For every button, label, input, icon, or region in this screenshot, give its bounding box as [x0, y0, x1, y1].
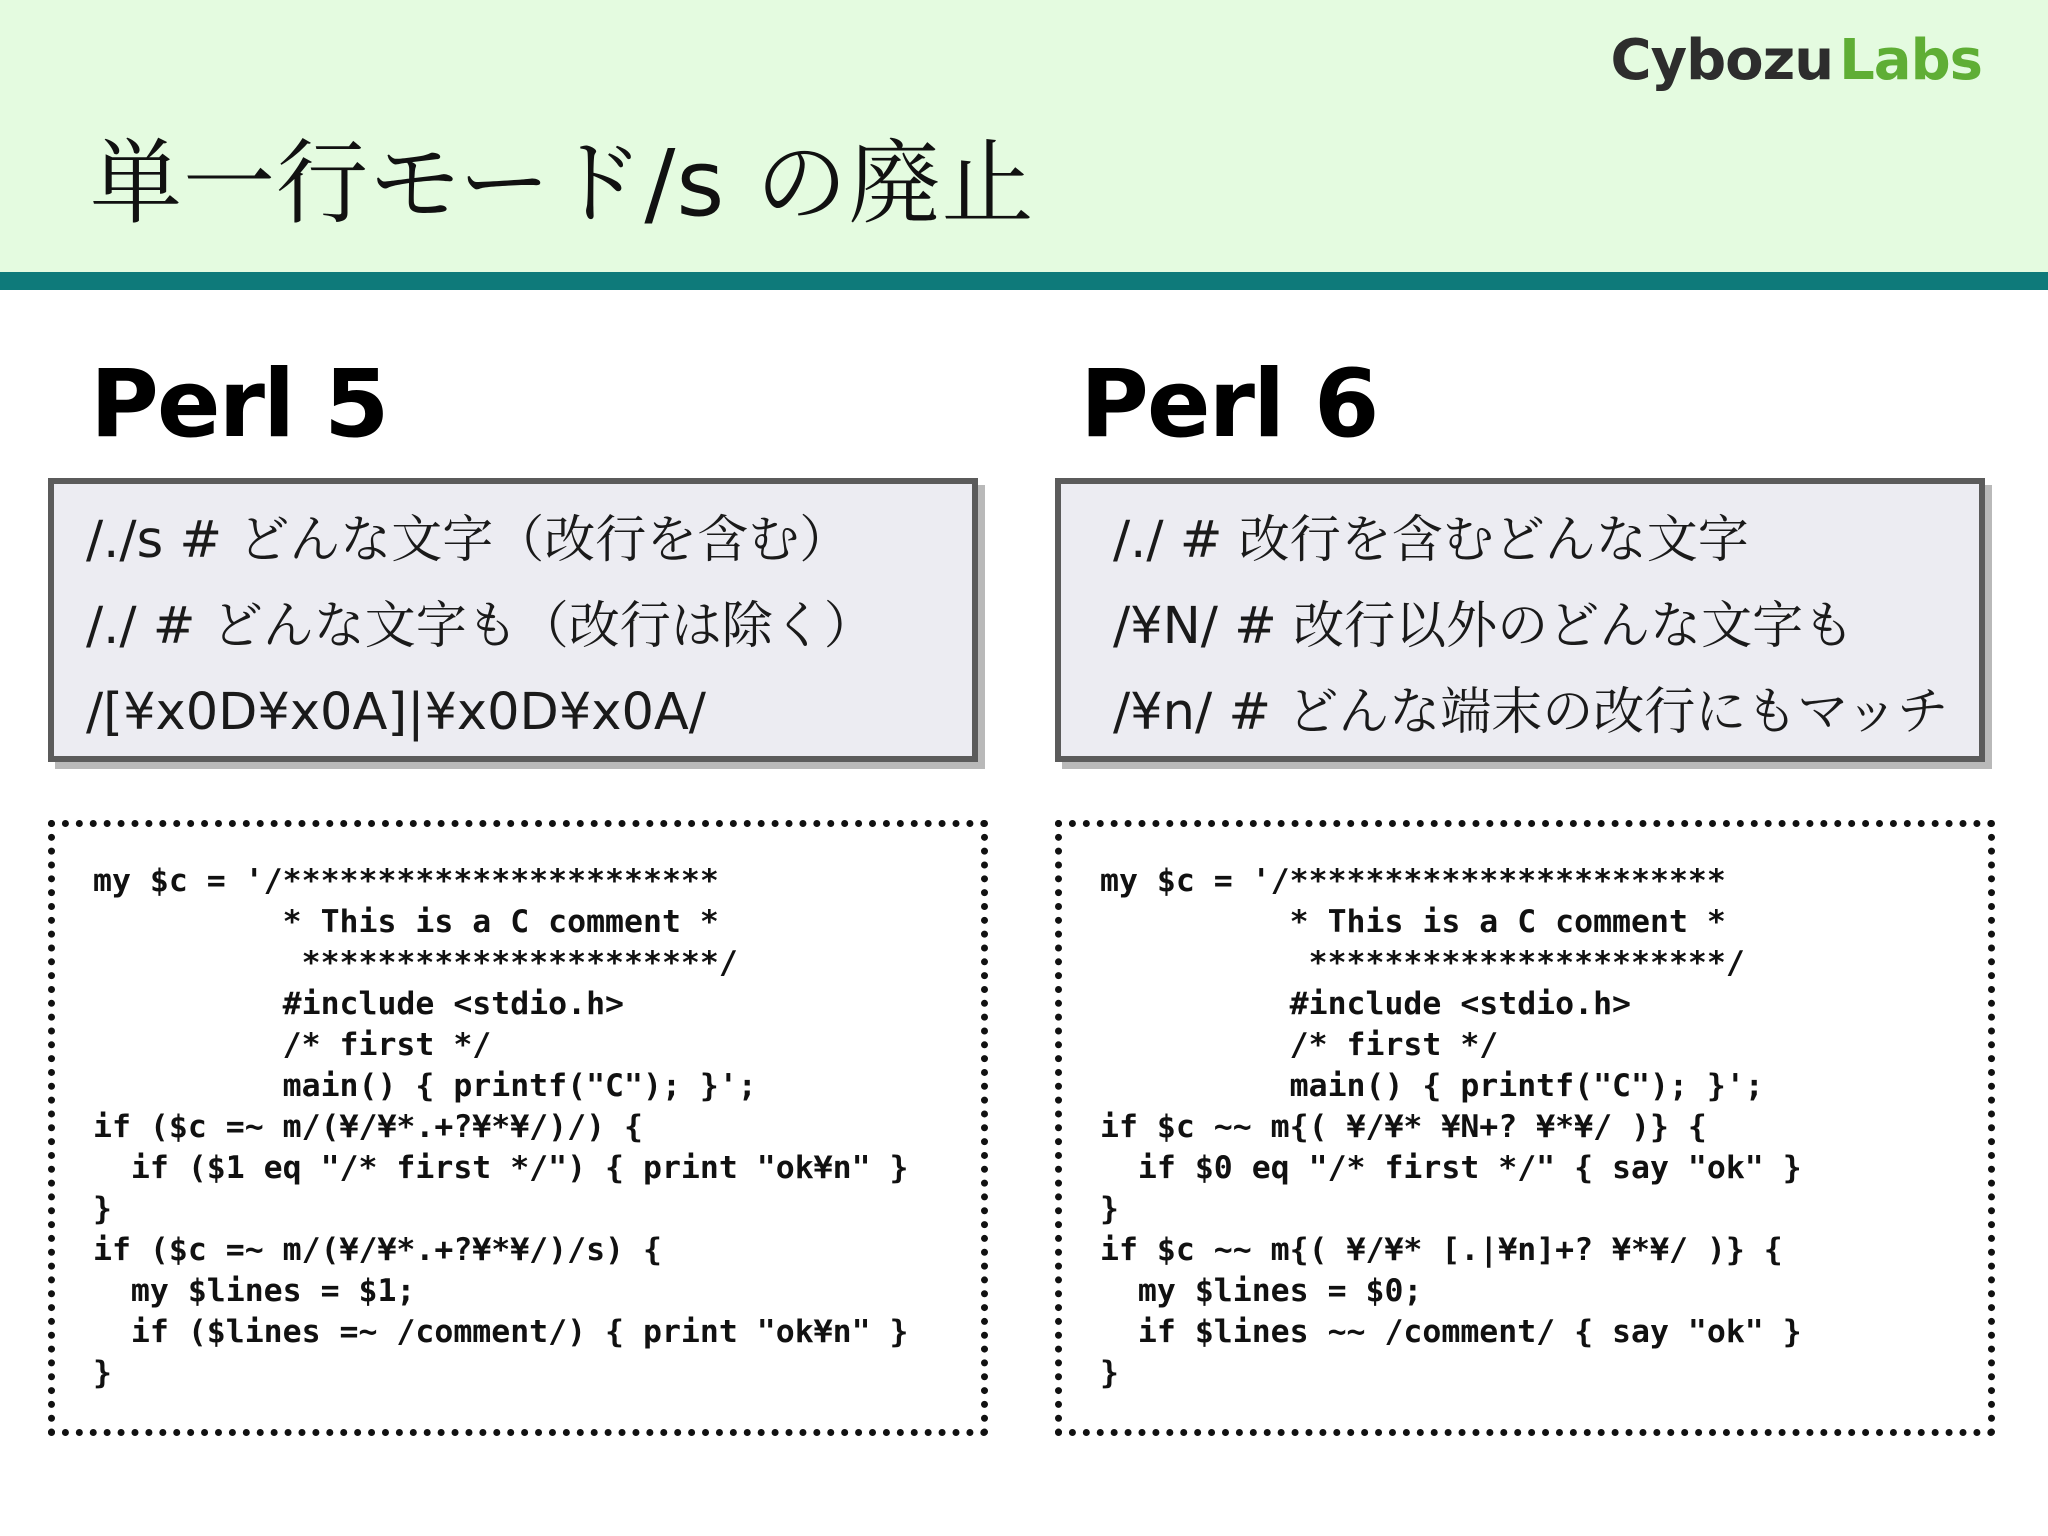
perl6-code-line: my $c = '/*********************** [1100, 863, 1726, 899]
perl6-code-box [1055, 820, 1995, 1436]
perl6-code-line: } [1100, 1191, 1119, 1227]
perl6-code-line: /* first */ [1100, 1027, 1499, 1063]
header-divider [0, 272, 2048, 290]
perl5-code-box [48, 820, 988, 1436]
perl5-code-line: #include <stdio.h> [93, 986, 625, 1022]
perl6-code-line: #include <stdio.h> [1100, 986, 1632, 1022]
perl5-code-line: } [93, 1355, 112, 1391]
perl6-code-line: if $lines ~~ /comment/ { say "ok" } [1100, 1314, 1802, 1350]
perl6-heading: Perl 6 [1080, 350, 1378, 459]
perl6-summary-box [1055, 478, 1985, 762]
perl5-code-line: my $lines = $1; [93, 1273, 416, 1309]
perl5-code-line: * This is a C comment * [93, 904, 719, 940]
slide-title: 単一行モード/s の廃止 [90, 130, 1035, 237]
perl5-summary-line: /./s # どんな文字（改行を含む） [86, 511, 851, 570]
perl5-code-line: if ($lines =~ /comment/) { print "ok¥n" } [93, 1314, 909, 1350]
perl5-code-line: my $c = '/*********************** [93, 863, 719, 899]
perl5-summary-box [48, 478, 978, 762]
perl6-summary-line: /¥n/ # どんな端末の改行にもマッチ [1113, 683, 1949, 742]
perl5-heading: Perl 5 [90, 350, 388, 459]
perl6-code-line: main() { printf("C"); }'; [1100, 1068, 1764, 1104]
perl5-code-line: /* first */ [93, 1027, 492, 1063]
perl5-code-line: **********************/ [93, 945, 738, 981]
perl5-code-line: if ($c =~ m/(¥/¥*.+?¥*¥/)/) { [93, 1109, 643, 1145]
perl6-code-line: } [1100, 1355, 1119, 1391]
perl6-code-line: * This is a C comment * [1100, 904, 1726, 940]
perl5-summary-line: /./ # どんな文字も（改行は除く） [86, 597, 875, 656]
perl5-code-line: main() { printf("C"); }'; [93, 1068, 757, 1104]
perl6-code-line: my $lines = $0; [1100, 1273, 1423, 1309]
perl6-code-line: if $c ~~ m{( ¥/¥* ¥N+? ¥*¥/ )} { [1100, 1109, 1707, 1145]
perl6-code-line: if $0 eq "/* first */" { say "ok" } [1100, 1150, 1802, 1186]
perl5-code-line: if ($c =~ m/(¥/¥*.+?¥*¥/)/s) { [93, 1232, 662, 1268]
perl6-code-line: if $c ~~ m{( ¥/¥* [.|¥n]+? ¥*¥/ )} { [1100, 1232, 1783, 1268]
perl5-code-line: } [93, 1191, 112, 1227]
perl6-code-line: **********************/ [1100, 945, 1745, 981]
perl6-summary-line: /¥N/ # 改行以外のどんな文字も [1113, 597, 1855, 656]
cybozu-labs-logo: Cybozu Labs [1610, 28, 1982, 93]
perl5-code-line: if ($1 eq "/* first */") { print "ok¥n" } [93, 1150, 909, 1186]
perl5-summary-line: /[¥x0D¥x0A]|¥x0D¥x0A/ [86, 683, 706, 742]
perl6-summary-line: /./ # 改行を含むどんな文字 [1113, 511, 1749, 570]
